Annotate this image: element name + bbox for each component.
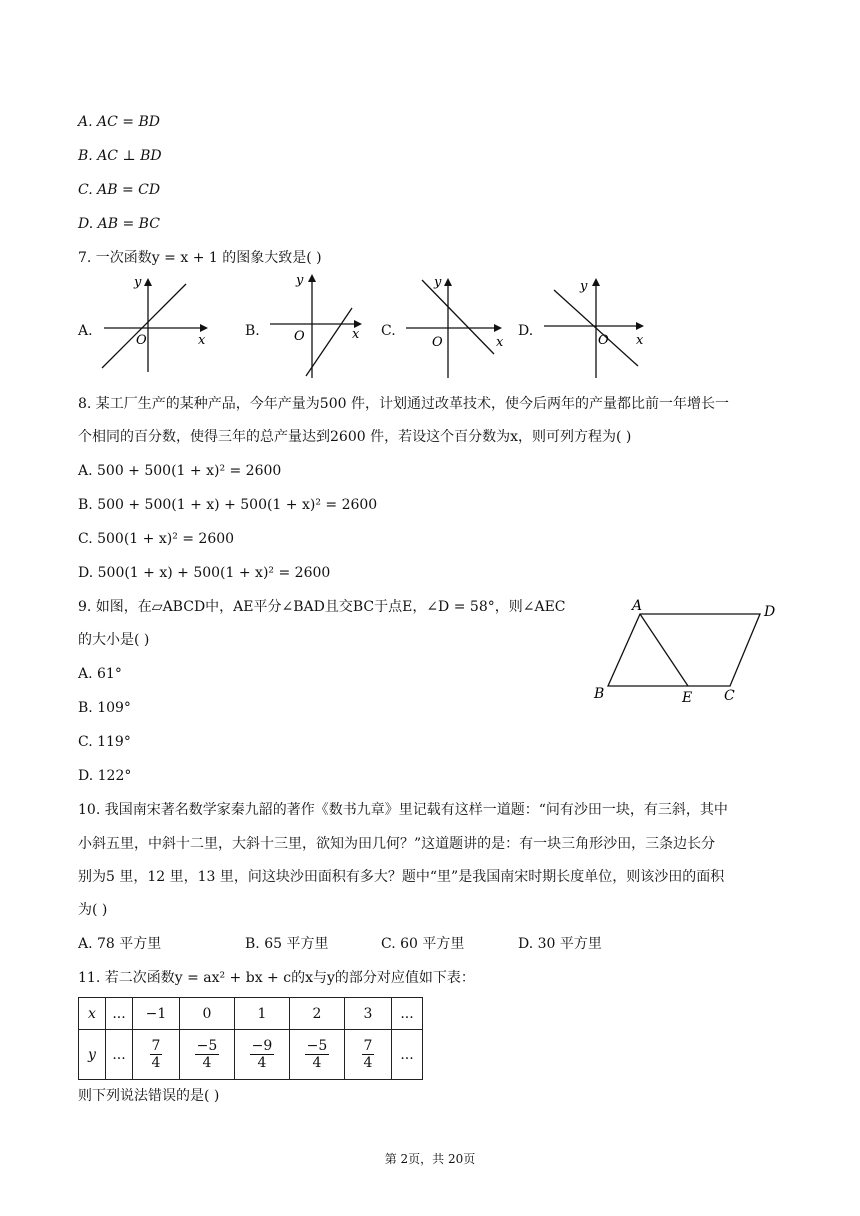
- q10-option-b: B. 65 平方里: [245, 936, 329, 952]
- q10-line4: 为( ): [78, 902, 108, 918]
- q6-option-d: D. AB = BC: [78, 216, 160, 232]
- q10-option-d: D. 30 平方里: [518, 936, 602, 952]
- q7-graph-a: [96, 276, 216, 376]
- q9-point-b: B: [594, 686, 605, 702]
- q8-option-c: C. 500(1 + x)² = 2600: [78, 531, 235, 547]
- q6-option-c: C. AB = CD: [78, 182, 161, 198]
- q9-point-c: C: [724, 688, 735, 704]
- q7-b-x: x: [352, 327, 360, 342]
- q7-label-d: D.: [518, 323, 534, 339]
- q9-point-d: D: [764, 604, 776, 620]
- q7-label-c: C.: [381, 323, 396, 339]
- fraction: $\frac{-5}{4}$: [306, 1038, 328, 1071]
- q7-d-o: O: [598, 333, 609, 348]
- q11-stem: 11. 若二次函数y = ax² + bx + c的x与y的部分对应值如下表：: [78, 970, 475, 986]
- q9-option-c: C. 119°: [78, 734, 131, 750]
- q8-option-a: A. 500 + 500(1 + x)² = 2600: [78, 463, 282, 479]
- table-cell: ...: [106, 998, 133, 1030]
- q10-line1: 10. 我国南宋著名数学家秦九韶的著作《数书九章》里记载有这样一道题：“问有沙田一块，有三斜，其中: [78, 802, 728, 818]
- q10-option-c: C. 60 平方里: [381, 936, 465, 952]
- q8-option-d: D. 500(1 + x) + 500(1 + x)² = 2600: [78, 565, 331, 581]
- q7-a-x: x: [198, 333, 206, 348]
- q6-option-a: A. AC = BD: [78, 114, 160, 130]
- table-cell: [180, 1030, 235, 1080]
- fraction: $\frac{7}{4}$: [363, 1038, 373, 1071]
- q7-a-o: O: [136, 333, 147, 348]
- q10-option-a: A. 78 平方里: [78, 936, 162, 952]
- q9-parallelogram-figure: [588, 596, 788, 706]
- q7-c-x: x: [496, 335, 504, 350]
- q7-d-x: x: [636, 333, 644, 348]
- q7-graph-c: [402, 274, 512, 380]
- q9-option-a: A. 61°: [78, 666, 122, 682]
- q9-point-e: E: [682, 690, 693, 706]
- q7-stem: 7. 一次函数y = x + 1 的图象大致是( ): [78, 250, 322, 266]
- table-cell: ...: [392, 998, 423, 1030]
- q7-b-y: y: [296, 273, 304, 288]
- q7-b-o: O: [294, 329, 305, 344]
- q7-graph-b: [266, 270, 376, 382]
- q7-d-y: y: [580, 279, 588, 294]
- table-cell: 1: [235, 998, 290, 1030]
- table-cell: ...: [392, 1030, 423, 1080]
- q7-a-y: y: [134, 276, 142, 290]
- table-cell: −1: [133, 998, 180, 1030]
- q10-line2: 小斜五里，中斜十二里，大斜十三里，欲知为田几何？”这道题讲的是：有一块三角形沙田，三条边长分: [78, 836, 716, 852]
- q8-option-b: B. 500 + 500(1 + x) + 500(1 + x)² = 2600: [78, 497, 378, 513]
- q7-label-b: B.: [245, 323, 260, 339]
- q7-label-a: A.: [78, 323, 93, 339]
- table-cell: [235, 1030, 290, 1080]
- table-cell: 0: [180, 998, 235, 1030]
- q6-option-b: B. AC ⊥ BD: [78, 148, 162, 164]
- fraction: $\frac{7}{4}$: [151, 1038, 161, 1071]
- q11-value-table: [78, 997, 423, 1080]
- q8-stem-line2: 个相同的百分数，使得三年的总产量达到2600 件，若设这个百分数为x，则可列方程为( ): [78, 429, 632, 445]
- q8-stem-line1: 8. 某工厂生产的某种产品，今年产量为500 件，计划通过改革技术，使今后两年的产量都比前一年增长一: [78, 396, 729, 412]
- q7-graph-d: [540, 274, 652, 380]
- table-cell: ...: [106, 1030, 133, 1080]
- q9-stem-line1: 9. 如图，在▱ABCD中，AE平分∠BAD且交BC于点E，∠D = 58°，则∠AEC: [78, 599, 566, 615]
- q9-option-d: D. 122°: [78, 768, 132, 784]
- q11-after-text: 则下列说法错误的是( ): [78, 1088, 220, 1104]
- q7-c-y: y: [434, 275, 442, 290]
- table-cell: y: [79, 1030, 106, 1080]
- q11-x-row: [79, 998, 423, 1030]
- q9-stem-line2: 的大小是( ): [78, 632, 150, 648]
- page-footer: 第 2页，共 20页: [384, 1152, 476, 1166]
- table-cell: [290, 1030, 345, 1080]
- table-cell: [133, 1030, 180, 1080]
- q11-y-row: [79, 1030, 423, 1080]
- q9-point-a: A: [632, 598, 643, 614]
- q9-option-b: B. 109°: [78, 700, 131, 716]
- fraction: $\frac{-5}{4}$: [196, 1038, 218, 1071]
- table-cell: 2: [290, 998, 345, 1030]
- table-cell: x: [79, 998, 106, 1030]
- q7-c-o: O: [432, 335, 443, 350]
- table-cell: 3: [345, 998, 392, 1030]
- q10-line3: 别为5 里，12 里，13 里，问这块沙田面积有多大？题中“里”是我国南宋时期长度单位，则该沙田的面积: [78, 869, 725, 885]
- table-cell: [345, 1030, 392, 1080]
- fraction: $\frac{-9}{4}$: [251, 1038, 273, 1071]
